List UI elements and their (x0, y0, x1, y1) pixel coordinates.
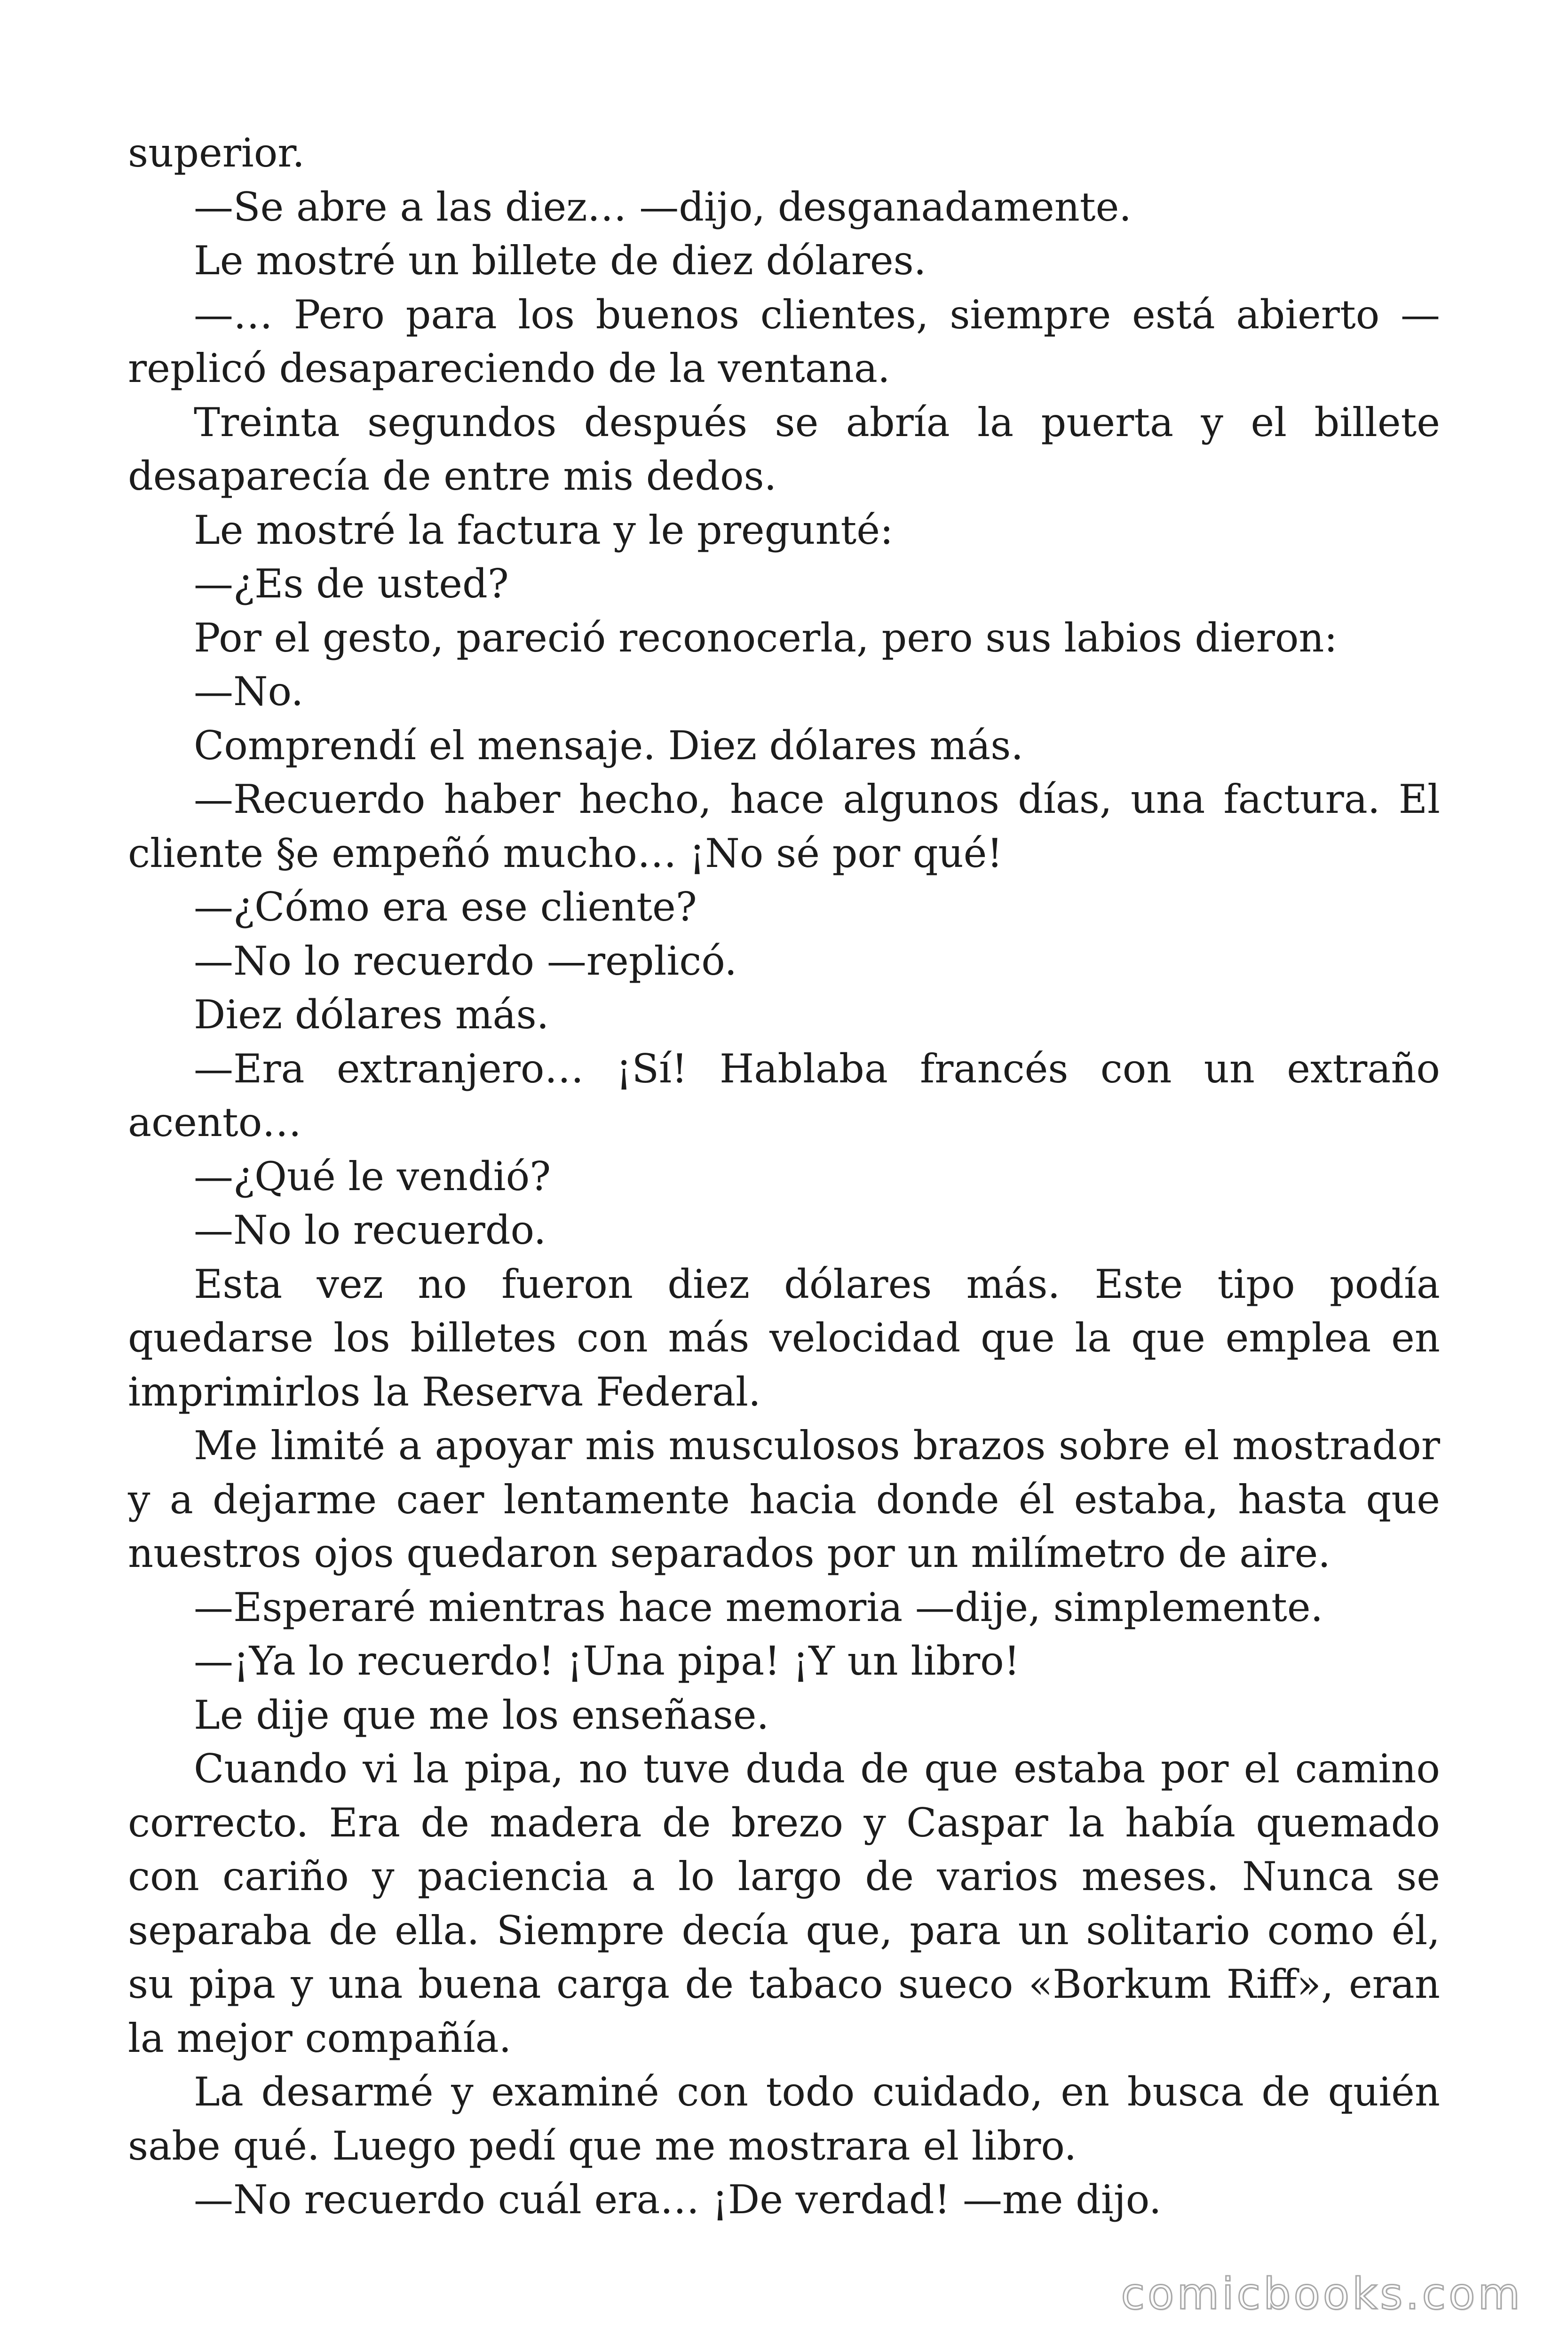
paragraph: Por el gesto, pareció reconocerla, pero sus labios dieron: (194, 614, 1338, 661)
paragraph: —No recuerdo cuál era… ¡De verdad! —me dijo. (194, 2177, 1162, 2223)
paragraph: —… Pero para los buenos clientes, siempre está abierto —replicó desapareciendo de la ventana. (128, 291, 1440, 391)
paragraph: Esta vez no fueron diez dólares más. Este tipo podía quedarse los billetes con más velocidad que la que emplea en imprimirlos la Reserva Federal. (128, 1261, 1440, 1415)
paragraph-continued: superior. (128, 130, 305, 176)
body-text (128, 126, 1440, 2227)
watermark: comicbooks.com (1121, 2269, 1523, 2319)
paragraph: —No lo recuerdo. (194, 1207, 546, 1253)
paragraph: —Era extranjero… ¡Sí! Hablaba francés con un extraño acento… (128, 1045, 1440, 1145)
paragraph: Le dije que me los enseñase. (194, 1692, 769, 1738)
paragraph: Treinta segundos después se abría la puerta y el billete desaparecía de entre mis dedos. (128, 399, 1440, 499)
paragraph: —¿Es de usted? (194, 561, 509, 607)
paragraph: —¿Cómo era ese cliente? (194, 884, 697, 930)
paragraph: —Esperaré mientras hace memoria —dije, simplemente. (194, 1584, 1323, 1630)
paragraph: Me limité a apoyar mis musculosos brazos sobre el mostrador y a dejarme caer lentamente hacia donde él estaba, hasta que nuestros ojos quedaron separados por un milímetro de aire. (128, 1422, 1440, 1576)
paragraph: Diez dólares más. (194, 992, 549, 1038)
paragraph: —No. (194, 668, 304, 715)
paragraph: Le mostré un billete de diez dólares. (194, 238, 927, 284)
paragraph: —Recuerdo haber hecho, hace algunos días, una factura. El cliente §e empeñó mucho… ¡No sé por qué! (128, 776, 1440, 876)
paragraph: Le mostré la factura y le pregunté: (194, 507, 894, 553)
paragraph: —Se abre a las diez… —dijo, desganadamente. (194, 183, 1132, 230)
paragraph: —¿Qué le vendió? (194, 1153, 551, 1200)
paragraph: —¡Ya lo recuerdo! ¡Una pipa! ¡Y un libro! (194, 1638, 1020, 1684)
paragraph: Cuando vi la pipa, no tuve duda de que estaba por el camino correcto. Era de madera de brezo y Caspar la había quemado con cariño y paciencia a lo largo de varios meses. Nunca se separaba de ella. Siempre decía que, para un solitario como él, su pipa y una buena carga de tabaco sueco «Borkum Riff», eran la mejor compañía. (128, 1746, 1440, 2061)
paragraph: La desarmé y examiné con todo cuidado, en busca de quién sabe qué. Luego pedí que me mostrara el libro. (128, 2069, 1440, 2169)
paragraph: Comprendí el mensaje. Diez dólares más. (194, 722, 1024, 769)
paragraph: —No lo recuerdo —replicó. (194, 938, 737, 984)
